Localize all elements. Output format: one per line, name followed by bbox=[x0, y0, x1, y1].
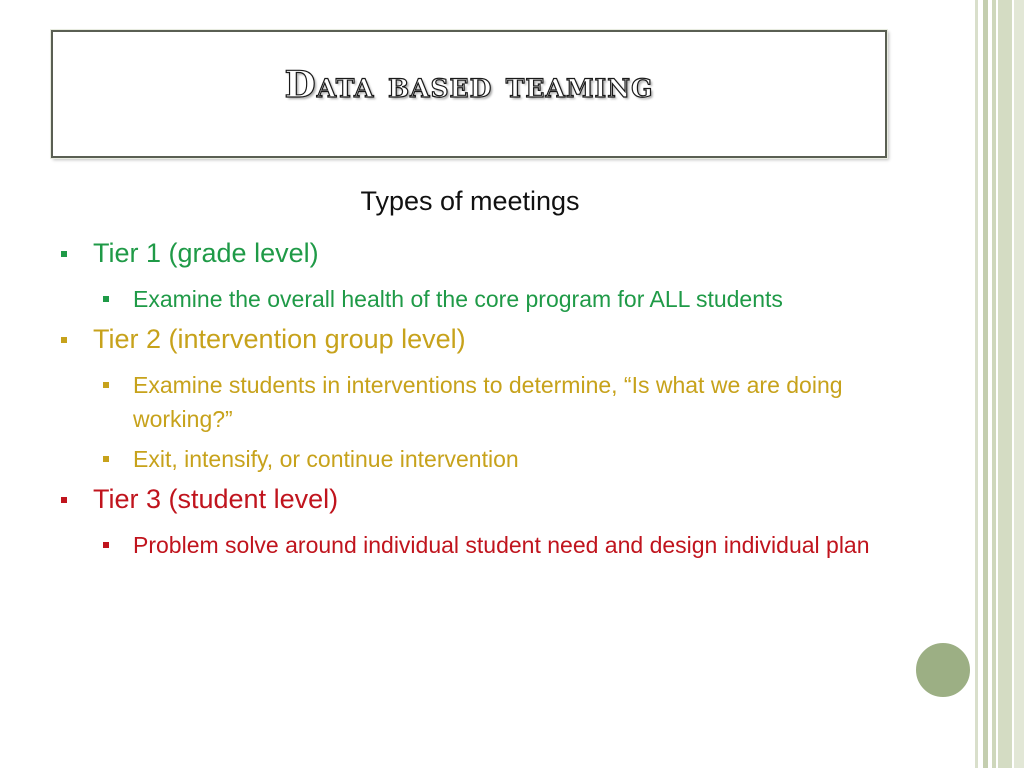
square-bullet-icon bbox=[61, 497, 67, 503]
title-box bbox=[51, 30, 887, 158]
tier-label: Tier 2 (intervention group level) bbox=[93, 324, 466, 354]
tier-label: Tier 3 (student level) bbox=[93, 484, 339, 514]
decorative-stripe bbox=[983, 0, 988, 768]
slide-subtitle: Types of meetings bbox=[360, 186, 580, 216]
tier-point: Exit, intensify, or continue intervention bbox=[133, 446, 519, 472]
tier-point: Examine the overall health of the core program for ALL students bbox=[133, 286, 783, 312]
square-bullet-icon bbox=[103, 542, 109, 548]
tier-point: Examine students in interventions to determine, “Is what we are doing working?” bbox=[133, 372, 843, 432]
square-bullet-icon bbox=[61, 251, 67, 257]
decorative-circle bbox=[913, 640, 973, 700]
tier-label: Tier 1 (grade level) bbox=[93, 238, 319, 268]
square-bullet-icon bbox=[103, 456, 109, 462]
list-subitem bbox=[58, 368, 888, 436]
list-item-tier-1 bbox=[58, 236, 888, 270]
list-item-tier-2 bbox=[58, 322, 888, 356]
list-subitem bbox=[58, 528, 888, 562]
bullet-list bbox=[58, 236, 888, 568]
decorative-stripe bbox=[1014, 0, 1024, 768]
slide-title: Data based teaming bbox=[284, 64, 654, 106]
decorative-stripe bbox=[998, 0, 1012, 768]
decorative-stripe bbox=[992, 0, 996, 768]
square-bullet-icon bbox=[103, 296, 109, 302]
list-item-tier-3 bbox=[58, 482, 888, 516]
list-subitem bbox=[58, 442, 888, 476]
list-subitem bbox=[58, 282, 888, 316]
decorative-stripe bbox=[975, 0, 978, 768]
square-bullet-icon bbox=[103, 382, 109, 388]
square-bullet-icon bbox=[61, 337, 67, 343]
tier-point: Problem solve around individual student need and design individual plan bbox=[133, 532, 870, 558]
